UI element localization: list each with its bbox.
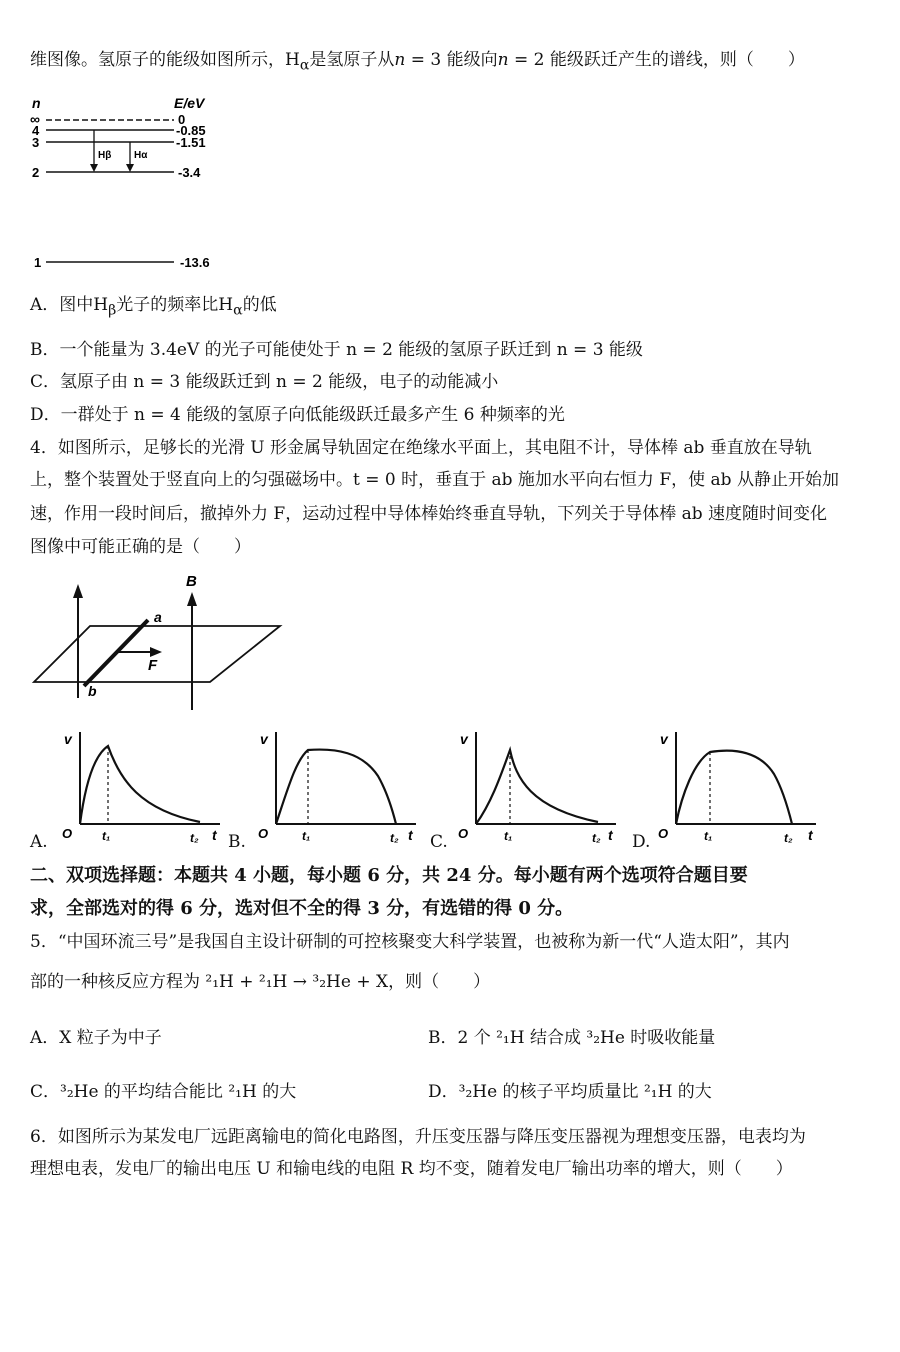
h-alpha-symbol: H bbox=[218, 295, 234, 315]
q3-stem-text-d: = 2 能级跃迁产生的谱线，则（ ） bbox=[508, 50, 805, 70]
h-alpha-symbol: H bbox=[285, 50, 300, 70]
q3-option-c: C．氢原子由 n = 3 能级跃迁到 n = 2 能级，电子的动能减小 bbox=[30, 372, 499, 392]
q4-stem-line2: 上，整个装置处于竖直向上的匀强磁场中。t = 0 时，垂直于 ab 施加水平向右恒力 F，使 ab 从静止开始加 bbox=[30, 470, 839, 490]
t1-label: t₁ bbox=[302, 829, 311, 843]
origin-label: O bbox=[658, 826, 669, 841]
velocity-curve bbox=[276, 750, 396, 824]
q3-option-a-text-b: 光子的频率比 bbox=[116, 295, 219, 315]
u-rail-figure bbox=[30, 570, 290, 720]
q4-stem-line1: 4．如图所示，足够长的光滑 U 形金属导轨固定在绝缘水平面上，其电阻不计，导体棒 ab 垂直放在导轨 bbox=[30, 438, 812, 458]
vt-graph-c bbox=[456, 728, 626, 846]
vt-graph-d bbox=[656, 728, 826, 846]
h-alpha-label: Hα bbox=[134, 150, 148, 161]
level-n-1: 1 bbox=[34, 255, 42, 270]
level-n-inf: ∞ bbox=[30, 111, 40, 127]
level-e-1: -13.6 bbox=[180, 255, 210, 270]
level-e-3: -1.51 bbox=[176, 135, 206, 150]
diagram-e-header: E/eV bbox=[174, 95, 205, 111]
n-symbol: n bbox=[394, 50, 406, 70]
q3-stem-text: 维图像。氢原子的能级如图所示， bbox=[30, 50, 285, 70]
t-label: t bbox=[808, 827, 813, 843]
q5-stem-line2: 部的一种核反应方程为 ²₁H + ²₁H → ³₂He + X，则（ ） bbox=[30, 972, 491, 992]
q4-option-b-label: B. bbox=[228, 832, 246, 852]
t2-label: t₂ bbox=[592, 831, 601, 845]
h-alpha-subscript: α bbox=[299, 57, 310, 74]
q3-stem bbox=[30, 48, 805, 77]
level-e-4: -0.85 bbox=[176, 123, 206, 138]
t1-label: t₁ bbox=[704, 829, 713, 843]
level-n-2: 2 bbox=[32, 165, 40, 180]
t2-label: t₂ bbox=[190, 831, 199, 845]
origin-label: O bbox=[458, 826, 469, 841]
q5-option-a: A．X 粒子为中子 bbox=[30, 1028, 162, 1048]
rod-b-label: b bbox=[88, 683, 97, 699]
level-n-3: 3 bbox=[32, 135, 40, 150]
energy-level-diagram bbox=[28, 92, 258, 277]
t2-label: t₂ bbox=[784, 831, 793, 845]
section-2-heading-line1: 二、双项选择题：本题共 4 小题，每小题 6 分，共 24 分。每小题有两个选项符合题目要 bbox=[30, 865, 748, 886]
origin-label: O bbox=[258, 826, 269, 841]
t1-label: t₁ bbox=[102, 829, 111, 843]
q4-stem-line3: 速，作用一段时间后，撤掉外力 F，运动过程中导体棒始终垂直导轨，下列关于导体棒 ab 速度随时间变化 bbox=[30, 504, 828, 524]
v-label: v bbox=[260, 731, 268, 747]
t2-label: t₂ bbox=[390, 831, 399, 845]
vt-graph-b bbox=[256, 728, 426, 846]
a-label: a bbox=[154, 609, 162, 625]
q6-stem-line1: 6．如图所示为某发电厂远距离输电的简化电路图，升压变压器与降压变压器视为理想变压器，电表均为 bbox=[30, 1127, 806, 1147]
section-2-heading-line2: 求，全部选对的得 6 分，选对但不全的得 3 分，有选错的得 0 分。 bbox=[30, 898, 574, 919]
level-e-inf: 0 bbox=[178, 112, 186, 127]
q4-option-d-label: D. bbox=[632, 832, 651, 852]
velocity-curve bbox=[476, 750, 598, 824]
v-label: v bbox=[64, 731, 72, 747]
h-beta-label: Hβ bbox=[98, 150, 112, 161]
level-n-4: 4 bbox=[32, 123, 40, 138]
diagram-n-header: n bbox=[32, 95, 41, 111]
b-field-arrowhead-left bbox=[73, 584, 83, 598]
q3-stem-text-b: 是氢原子从 bbox=[309, 50, 395, 70]
origin-label: O bbox=[62, 826, 73, 841]
q4-option-a-label: A. bbox=[30, 832, 48, 852]
level-e-2: -3.4 bbox=[178, 165, 201, 180]
velocity-curve bbox=[80, 746, 200, 824]
q3-option-a-text-c: 的低 bbox=[242, 295, 277, 315]
t1-label: t₁ bbox=[504, 829, 513, 843]
q4-stem-line4: 图像中可能正确的是（ ） bbox=[30, 537, 251, 557]
velocity-curve bbox=[676, 751, 792, 824]
v-label: v bbox=[660, 731, 668, 747]
q5-option-c: C．³₂He 的平均结合能比 ²₁H 的大 bbox=[30, 1082, 297, 1102]
q4-option-c-label: C. bbox=[430, 832, 448, 852]
force-arrowhead bbox=[150, 647, 162, 657]
b-label: B bbox=[186, 573, 197, 590]
t-label: t bbox=[408, 827, 413, 843]
b-field-arrowhead-right bbox=[187, 592, 197, 606]
q6-stem-line2: 理想电表，发电厂的输出电压 U 和输电线的电阻 R 均不变，随着发电厂输出功率的增大，则（ ） bbox=[30, 1159, 793, 1179]
q3-option-d: D．一群处于 n = 4 能级的氢原子向低能级跃迁最多产生 6 种频率的光 bbox=[30, 405, 565, 425]
h-beta-arrowhead bbox=[90, 164, 98, 172]
n-symbol: n bbox=[497, 50, 509, 70]
q3-option-b: B．一个能量为 3.4eV 的光子可能使处于 n = 2 能级的氢原子跃迁到 n = 3 能级 bbox=[30, 340, 643, 360]
h-alpha-arrowhead bbox=[126, 164, 134, 172]
v-label: v bbox=[460, 731, 468, 747]
q5-option-d: D．³₂He 的核子平均质量比 ²₁H 的大 bbox=[428, 1082, 712, 1102]
h-beta-symbol: H bbox=[93, 295, 109, 315]
q3-option-a bbox=[30, 293, 277, 322]
q5-stem-line1: 5．“中国环流三号”是我国自主设计研制的可控核聚变大科学装置，也被称为新一代“人造太阳”，其内 bbox=[30, 932, 790, 952]
h-alpha-subscript: α bbox=[233, 302, 243, 319]
t-label: t bbox=[608, 827, 613, 843]
h-beta-subscript: β bbox=[108, 302, 117, 319]
t-label: t bbox=[212, 827, 217, 843]
f-label: F bbox=[148, 657, 158, 674]
q3-stem-text-c: = 3 能级向 bbox=[405, 50, 498, 70]
q5-option-b: B．2 个 ²₁H 结合成 ³₂He 时吸收能量 bbox=[428, 1028, 716, 1048]
q3-option-a-text: A．图中 bbox=[30, 295, 94, 315]
vt-graph-a bbox=[60, 728, 230, 846]
